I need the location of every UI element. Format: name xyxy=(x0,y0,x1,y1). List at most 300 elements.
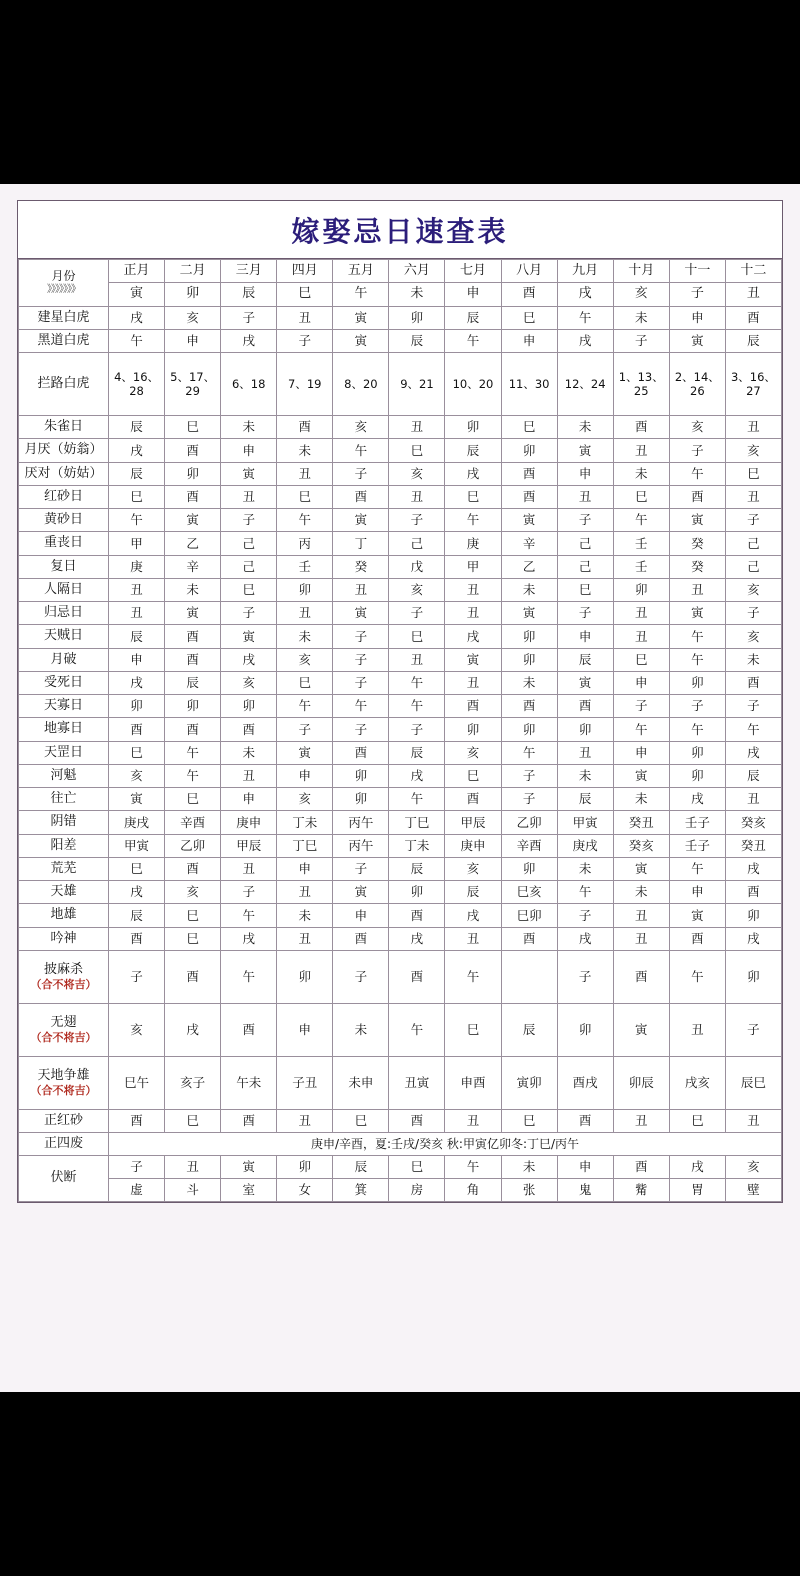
row-label xyxy=(19,306,109,329)
row-label-text: 天寡日 xyxy=(43,698,83,713)
table-cell: 未 xyxy=(165,578,221,601)
table-cell: 卯 xyxy=(389,881,445,904)
table-cell: 未申 xyxy=(333,1056,389,1109)
table-cell: 午 xyxy=(165,764,221,787)
table-cell: 庚戌 xyxy=(557,834,613,857)
row-label xyxy=(19,1109,109,1132)
table-cell: 丑 xyxy=(725,1109,781,1132)
table-cell: 丑 xyxy=(445,1109,501,1132)
table-cell: 丑 xyxy=(277,1109,333,1132)
table-cell: 戌 xyxy=(445,462,501,485)
table-cell: 丑 xyxy=(557,485,613,508)
table-cell: 寅 xyxy=(277,741,333,764)
table-cell: 亥 xyxy=(165,881,221,904)
table-cell: 巳 xyxy=(165,416,221,439)
table-cell: 酉 xyxy=(333,741,389,764)
month-header: 十二 xyxy=(725,260,781,283)
table-cell: 酉 xyxy=(613,416,669,439)
table-cell: 乙卯 xyxy=(165,834,221,857)
table-cell: 8、20 xyxy=(333,353,389,416)
table-cell: 酉 xyxy=(333,485,389,508)
table-cell: 壬子 xyxy=(669,834,725,857)
table-cell: 辰 xyxy=(725,764,781,787)
table-cell: 酉戌 xyxy=(557,1056,613,1109)
table-cell: 未 xyxy=(221,741,277,764)
table-cell: 丑 xyxy=(389,416,445,439)
table-cell: 甲寅 xyxy=(557,811,613,834)
table-cell: 未 xyxy=(221,416,277,439)
table-cell: 巳 xyxy=(501,306,557,329)
table-cell: 未 xyxy=(501,671,557,694)
table-cell: 9、21 xyxy=(389,353,445,416)
row-label-text: 拦路白虎 xyxy=(37,375,90,391)
row-label-text: 受死日 xyxy=(43,674,83,690)
row-label-text: 红砂日 xyxy=(43,488,83,504)
fuduan-cell: 虚 xyxy=(109,1178,165,1201)
table-cell: 午 xyxy=(557,881,613,904)
table-cell: 壬 xyxy=(613,555,669,578)
table-cell: 午 xyxy=(669,950,725,1003)
row-label xyxy=(19,764,109,787)
table-cell: 午 xyxy=(277,695,333,718)
table-cell: 癸亥 xyxy=(725,811,781,834)
table-cell: 子 xyxy=(669,439,725,462)
table-cell: 丑 xyxy=(613,625,669,648)
table-cell: 乙 xyxy=(501,555,557,578)
table-cell: 丑 xyxy=(333,578,389,601)
table-cell: 寅 xyxy=(501,509,557,532)
table-cell: 寅 xyxy=(613,764,669,787)
fuduan-cell: 张 xyxy=(501,1178,557,1201)
row-label-sub: （合不将吉） xyxy=(30,1084,97,1097)
table-cell: 辰 xyxy=(445,439,501,462)
table-cell: 酉 xyxy=(669,485,725,508)
row-label-text: 建星白虎 xyxy=(37,309,90,325)
table-cell: 卯 xyxy=(501,857,557,880)
table-cell: 未 xyxy=(557,416,613,439)
table-cell: 10、20 xyxy=(445,353,501,416)
table-cell: 庚 xyxy=(109,555,165,578)
data-row xyxy=(19,671,782,694)
table-cell: 酉 xyxy=(109,1109,165,1132)
table-cell: 午 xyxy=(389,695,445,718)
table-cell: 3、16、27 xyxy=(725,353,781,416)
table-cell: 巳 xyxy=(333,1109,389,1132)
table-cell: 戌 xyxy=(165,1003,221,1056)
data-row xyxy=(19,578,782,601)
row-label-text: 正红砂 xyxy=(43,1112,83,1128)
fuduan-cell: 申 xyxy=(557,1156,613,1179)
table-cell: 寅 xyxy=(221,625,277,648)
table-cell: 申 xyxy=(277,1003,333,1056)
data-row xyxy=(19,602,782,625)
table-cell: 申 xyxy=(613,671,669,694)
table-cell: 子 xyxy=(221,881,277,904)
table-cell: 午 xyxy=(669,718,725,741)
month-header: 正月 xyxy=(109,260,165,283)
table-cell: 巳 xyxy=(725,462,781,485)
table-cell: 癸亥 xyxy=(613,834,669,857)
table-cell: 戌 xyxy=(221,648,277,671)
table-cell: 寅 xyxy=(333,306,389,329)
table-cell: 己 xyxy=(221,532,277,555)
data-row xyxy=(19,509,782,532)
table-cell: 卯 xyxy=(333,764,389,787)
data-row xyxy=(19,416,782,439)
table-cell: 午 xyxy=(221,904,277,927)
table-cell: 亥 xyxy=(725,439,781,462)
table-cell: 午 xyxy=(613,509,669,532)
table-cell: 酉 xyxy=(109,718,165,741)
table-cell: 戊 xyxy=(389,555,445,578)
branch-header: 寅 xyxy=(109,283,165,306)
branch-header: 申 xyxy=(445,283,501,306)
table-cell: 卯 xyxy=(557,1003,613,1056)
table-cell: 酉 xyxy=(725,671,781,694)
table-cell: 辰 xyxy=(165,671,221,694)
row-label-text: 黄砂日 xyxy=(43,512,83,527)
table-cell: 午 xyxy=(445,950,501,1003)
table-cell: 寅 xyxy=(109,788,165,811)
row-label-text: 阴错 xyxy=(50,814,77,830)
data-row xyxy=(19,353,782,416)
table-cell: 寅 xyxy=(333,881,389,904)
table-cell: 午 xyxy=(669,625,725,648)
row-label xyxy=(19,1056,109,1109)
table-cell: 子 xyxy=(613,329,669,352)
fuduan-cell: 觜 xyxy=(613,1178,669,1201)
table-cell: 巳 xyxy=(501,416,557,439)
table-cell: 辛酉 xyxy=(501,834,557,857)
table-cell: 午 xyxy=(333,695,389,718)
table-cell: 午 xyxy=(669,648,725,671)
row-label xyxy=(19,602,109,625)
table-cell: 申 xyxy=(165,329,221,352)
table-cell: 戌 xyxy=(221,927,277,950)
table-cell: 午 xyxy=(109,509,165,532)
table-cell: 丑 xyxy=(109,578,165,601)
table-cell: 卯 xyxy=(669,764,725,787)
table-cell: 丑 xyxy=(445,578,501,601)
row-label-text: 地寡日 xyxy=(43,721,83,737)
table-cell: 卯 xyxy=(613,578,669,601)
table-cell: 丑 xyxy=(389,648,445,671)
table-cell: 辛 xyxy=(501,532,557,555)
table-cell: 卯 xyxy=(445,416,501,439)
fuduan-cell: 鬼 xyxy=(557,1178,613,1201)
table-cell: 甲辰 xyxy=(445,811,501,834)
table-cell: 戌 xyxy=(109,881,165,904)
table-cell: 亥 xyxy=(445,741,501,764)
table-cell: 午未 xyxy=(221,1056,277,1109)
row-label-text: 荒芜 xyxy=(50,860,77,876)
table-cell: 巳 xyxy=(501,1109,557,1132)
table-cell: 酉 xyxy=(557,695,613,718)
table-cell: 申 xyxy=(669,881,725,904)
branch-header: 卯 xyxy=(165,283,221,306)
row-label xyxy=(19,741,109,764)
table-cell: 丑 xyxy=(613,927,669,950)
table-cell: 未 xyxy=(277,625,333,648)
table-cell: 庚申 xyxy=(445,834,501,857)
data-row xyxy=(19,950,782,1003)
table-cell: 丑 xyxy=(725,788,781,811)
table-cell: 巳 xyxy=(165,904,221,927)
table-cell: 卯 xyxy=(389,306,445,329)
month-header: 七月 xyxy=(445,260,501,283)
almanac-table xyxy=(18,259,782,1202)
row-label-text: 厌对（妨姑） xyxy=(24,465,103,481)
table-cell: 巳 xyxy=(277,671,333,694)
table-cell: 壬 xyxy=(613,532,669,555)
branch-header: 未 xyxy=(389,283,445,306)
row-label xyxy=(19,532,109,555)
fuduan-row-2 xyxy=(19,1178,782,1201)
table-cell: 卯 xyxy=(501,648,557,671)
table-cell: 卯 xyxy=(221,695,277,718)
row-label xyxy=(19,788,109,811)
branch-header: 午 xyxy=(333,283,389,306)
table-cell: 壬 xyxy=(277,555,333,578)
data-row xyxy=(19,741,782,764)
table-cell: 卯辰 xyxy=(613,1056,669,1109)
row-label-text: 月厌（妨翁） xyxy=(24,442,103,458)
fuduan-cell: 卯 xyxy=(277,1156,333,1179)
table-cell: 卯 xyxy=(725,950,781,1003)
row-label xyxy=(19,509,109,532)
table-cell: 子 xyxy=(725,602,781,625)
table-cell: 辰 xyxy=(109,416,165,439)
data-row xyxy=(19,695,782,718)
table-cell: 亥 xyxy=(165,306,221,329)
table-cell: 酉 xyxy=(221,718,277,741)
table-cell: 子 xyxy=(557,904,613,927)
month-header: 十月 xyxy=(613,260,669,283)
data-row xyxy=(19,904,782,927)
table-cell: 子 xyxy=(277,718,333,741)
table-cell: 酉 xyxy=(277,416,333,439)
table-cell: 辰 xyxy=(109,462,165,485)
table-cell: 寅 xyxy=(613,857,669,880)
data-row xyxy=(19,1003,782,1056)
table-cell: 申 xyxy=(277,857,333,880)
table-cell: 巳 xyxy=(445,764,501,787)
table-cell: 丑 xyxy=(277,306,333,329)
table-cell: 寅 xyxy=(165,509,221,532)
table-cell: 丑 xyxy=(557,741,613,764)
row-label xyxy=(19,834,109,857)
table-cell: 子 xyxy=(277,329,333,352)
table-cell: 亥 xyxy=(221,671,277,694)
table-cell: 丑 xyxy=(221,764,277,787)
table-cell: 辰 xyxy=(445,881,501,904)
table-cell: 戌 xyxy=(725,741,781,764)
table-cell: 辰 xyxy=(389,741,445,764)
table-cell: 酉 xyxy=(389,1109,445,1132)
row-label-text: 人隔日 xyxy=(43,581,83,597)
table-cell: 丑 xyxy=(613,1109,669,1132)
table-cell: 午 xyxy=(277,509,333,532)
table-cell: 午 xyxy=(445,329,501,352)
table-cell: 丑 xyxy=(725,416,781,439)
table-cell: 辰巳 xyxy=(725,1056,781,1109)
table-cell: 戌 xyxy=(109,439,165,462)
table-cell: 丑 xyxy=(613,439,669,462)
zhengsifei-row xyxy=(19,1133,782,1156)
table-cell: 午 xyxy=(445,509,501,532)
table-cell: 丑 xyxy=(277,927,333,950)
table-cell: 午 xyxy=(221,950,277,1003)
table-cell: 己 xyxy=(725,555,781,578)
table-cell: 巳 xyxy=(165,927,221,950)
table-cell: 子 xyxy=(333,462,389,485)
table-cell: 酉 xyxy=(445,695,501,718)
data-row xyxy=(19,788,782,811)
table-cell: 酉 xyxy=(165,857,221,880)
table-cell: 酉 xyxy=(613,950,669,1003)
row-label xyxy=(19,578,109,601)
data-row xyxy=(19,927,782,950)
month-header: 九月 xyxy=(557,260,613,283)
table-cell: 子 xyxy=(389,509,445,532)
table-cell: 丙午 xyxy=(333,811,389,834)
row-label xyxy=(19,881,109,904)
month-header: 三月 xyxy=(221,260,277,283)
row-label-text: 披麻杀 xyxy=(43,961,83,977)
table-cell: 子 xyxy=(501,764,557,787)
month-header: 二月 xyxy=(165,260,221,283)
table-cell: 巳 xyxy=(445,1003,501,1056)
table-cell: 亥 xyxy=(725,625,781,648)
row-label-text: 吟神 xyxy=(50,930,77,946)
table-cell: 寅 xyxy=(669,509,725,532)
table-cell: 亥 xyxy=(389,578,445,601)
table-cell: 己 xyxy=(389,532,445,555)
table-cell: 酉 xyxy=(725,306,781,329)
table-cell: 卯 xyxy=(445,718,501,741)
table-cell: 卯 xyxy=(165,695,221,718)
table-cell: 申 xyxy=(333,904,389,927)
data-row xyxy=(19,555,782,578)
table-cell: 酉 xyxy=(389,950,445,1003)
table-cell: 酉 xyxy=(165,485,221,508)
fuduan-cell: 寅 xyxy=(221,1156,277,1179)
table-cell: 辰 xyxy=(725,329,781,352)
table-cell: 酉 xyxy=(221,1003,277,1056)
data-row xyxy=(19,329,782,352)
row-label: 伏断 xyxy=(19,1156,109,1201)
table-cell: 甲 xyxy=(109,532,165,555)
table-cell: 寅 xyxy=(669,329,725,352)
table-cell: 2、14、26 xyxy=(669,353,725,416)
table-cell: 卯 xyxy=(557,718,613,741)
table-cell: 卯 xyxy=(725,904,781,927)
table-cell: 巳 xyxy=(109,741,165,764)
data-row xyxy=(19,881,782,904)
table-cell: 酉 xyxy=(501,695,557,718)
table-cell: 戌 xyxy=(557,927,613,950)
fuduan-cell: 巳 xyxy=(389,1156,445,1179)
table-cell: 午 xyxy=(669,857,725,880)
month-header: 五月 xyxy=(333,260,389,283)
table-cell: 卯 xyxy=(501,718,557,741)
table-cell: 酉 xyxy=(669,927,725,950)
month-header: 十一 xyxy=(669,260,725,283)
table-cell: 丑 xyxy=(613,602,669,625)
table-cell: 亥 xyxy=(445,857,501,880)
table-cell: 戌 xyxy=(557,329,613,352)
table-cell: 丁未 xyxy=(277,811,333,834)
row-label xyxy=(19,439,109,462)
fuduan-row-1 xyxy=(19,1156,782,1179)
table-cell: 巳 xyxy=(277,485,333,508)
table-cell: 辰 xyxy=(557,788,613,811)
row-label xyxy=(19,671,109,694)
fuduan-cell: 戌 xyxy=(669,1156,725,1179)
table-cell: 酉 xyxy=(221,1109,277,1132)
row-label xyxy=(19,648,109,671)
table-cell: 酉 xyxy=(725,881,781,904)
row-label: 正四废 xyxy=(19,1133,109,1156)
table-cell: 丑寅 xyxy=(389,1056,445,1109)
document-sheet xyxy=(0,184,800,1392)
table-cell: 午 xyxy=(389,1003,445,1056)
table-cell: 申 xyxy=(501,329,557,352)
table-cell: 子 xyxy=(725,1003,781,1056)
table-cell: 戌 xyxy=(389,764,445,787)
table-cell: 戌 xyxy=(109,671,165,694)
table-cell: 子 xyxy=(221,306,277,329)
table-cell: 癸 xyxy=(669,555,725,578)
table-cell: 申酉 xyxy=(445,1056,501,1109)
table-cell: 子 xyxy=(557,950,613,1003)
row-label xyxy=(19,950,109,1003)
table-cell: 丑 xyxy=(277,602,333,625)
table-cell: 亥 xyxy=(277,788,333,811)
row-label-text: 天雄 xyxy=(50,884,77,899)
table-cell: 丁巳 xyxy=(389,811,445,834)
table-cell: 辰 xyxy=(557,648,613,671)
row-label xyxy=(19,329,109,352)
row-label xyxy=(19,416,109,439)
table-cell: 卯 xyxy=(669,671,725,694)
table-cell: 6、18 xyxy=(221,353,277,416)
row-label-text: 朱雀日 xyxy=(43,419,83,434)
table-cell: 7、19 xyxy=(277,353,333,416)
table-cell: 戌 xyxy=(725,857,781,880)
fuduan-cell: 丑 xyxy=(165,1156,221,1179)
fuduan-cell: 室 xyxy=(221,1178,277,1201)
table-cell: 亥 xyxy=(333,416,389,439)
table-cell: 申 xyxy=(221,788,277,811)
table-cell: 庚戌 xyxy=(109,811,165,834)
fuduan-cell: 午 xyxy=(445,1156,501,1179)
table-cell: 丑 xyxy=(445,927,501,950)
table-cell: 戌 xyxy=(725,927,781,950)
table-cell: 寅 xyxy=(333,509,389,532)
table-cell: 午 xyxy=(109,329,165,352)
table-cell: 申 xyxy=(557,625,613,648)
table-cell: 寅 xyxy=(613,1003,669,1056)
table-cell: 未 xyxy=(557,764,613,787)
data-row xyxy=(19,462,782,485)
table-cell: 寅 xyxy=(557,671,613,694)
table-cell: 甲 xyxy=(445,555,501,578)
table-cell: 子 xyxy=(333,671,389,694)
table-cell: 寅 xyxy=(669,602,725,625)
branch-header: 丑 xyxy=(725,283,781,306)
table-cell: 庚申 xyxy=(221,811,277,834)
